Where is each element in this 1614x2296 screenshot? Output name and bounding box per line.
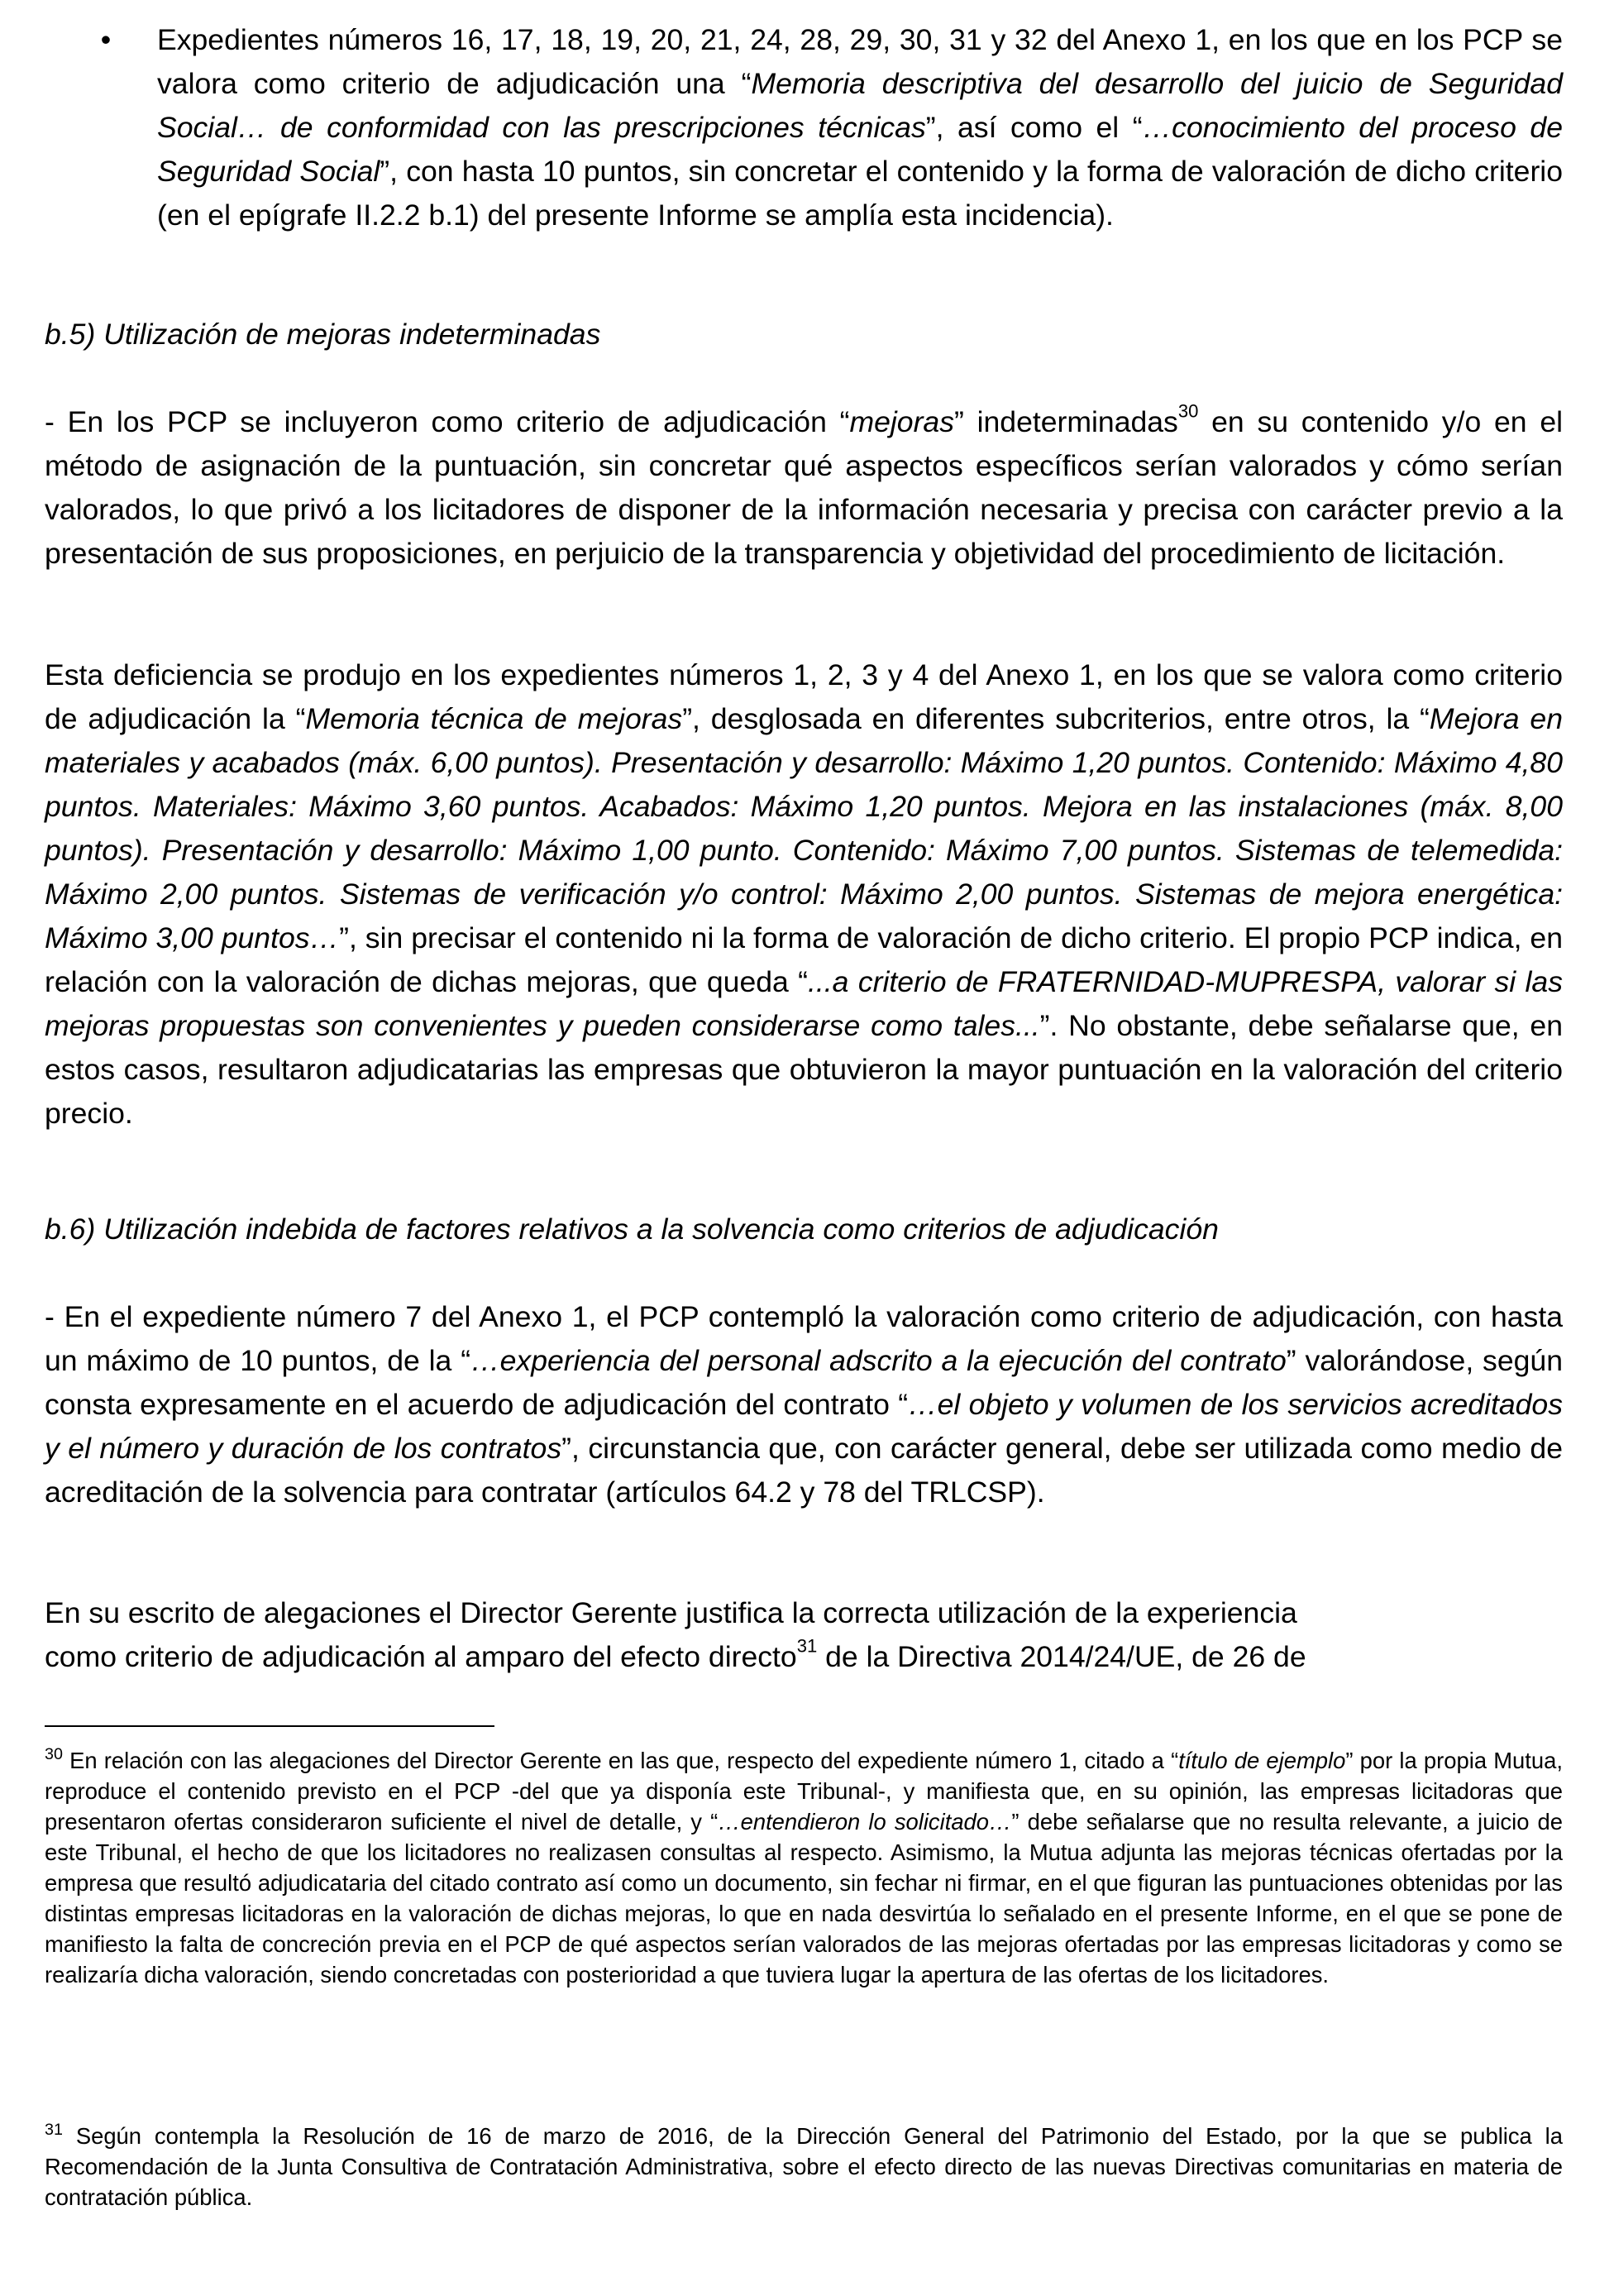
text-run: ”. No obstante, debe señalarse que, en estos casos, resultaron adjudicatarias las empresas que obtuvieron la mayor puntuación en la valoración del criterio precio.: [45, 1009, 1563, 1130]
text-line: En su escrito de alegaciones el Director Gerente justifica la correcta utilización de la experiencia: [45, 1596, 1297, 1629]
text-run: En relación con las alegaciones del Director Gerente en las que, respecto del expediente número 1, citado a “: [62, 1748, 1179, 1773]
text-run: Esta deficiencia se produjo en los expedientes números 1, 2, 3 y 4 del Anexo 1, en los que se valora como criterio de adjudicación la “: [45, 658, 1563, 735]
bullet-text-part: ”, con hasta 10 puntos, sin concretar el contenido y la forma de valoración de dicho criterio (en el epígrafe II.2.2 b.1) del presente Informe se amplía esta incidencia).: [157, 155, 1563, 232]
paragraph-b5-2: [45, 653, 1563, 1136]
text-run: ”, sin precisar el contenido ni la forma de valoración de dicho criterio. El propio PCP indica, en relación con la valoración de dichas mejoras, que queda “: [45, 921, 1563, 998]
bullet-quote-memoria: Memoria descriptiva del desarrollo del juicio de Seguridad Social… de conformidad con las prescripciones técnicas: [157, 67, 1563, 144]
footnote-30: [45, 1745, 1563, 1990]
text-run: ” indeterminadas: [954, 405, 1178, 438]
footnote-number: 31: [45, 2121, 63, 2140]
footnote-separator: [45, 1725, 494, 1727]
text-line: [45, 1635, 1563, 1679]
quote-mejoras: mejoras: [849, 405, 954, 438]
footnote-ref-30[interactable]: 30: [1177, 400, 1199, 422]
bullet-text-part: ”, así como el “: [925, 111, 1143, 144]
quote-memoria-tecnica: Memoria técnica de mejoras: [305, 702, 683, 735]
bullet-marker: •: [100, 23, 112, 56]
text-run: como criterio de adjudicación al amparo del efecto directo: [45, 1640, 797, 1673]
text-run: - En el expediente número 7 del Anexo 1, el PCP contempló la valoración como criterio de adjudicación, con hasta un máximo de 10 puntos, de la “: [45, 1300, 1563, 1377]
footnote-number: 30: [45, 1745, 63, 1764]
quote-subcriterios: Mejora en materiales y acabados (máx. 6,00 puntos). Presentación y desarrollo: Máximo 1,20 puntos. Contenido: Máximo 4,80 puntos. Materiales: Máximo 3,60 puntos. Acabados: Máximo 1,20 puntos. Mejora en las instalaciones (máx. 8,00 puntos). Presentación y desarrollo: Máximo 1,00 punto. Contenido: Máximo 7,00 puntos. Sistemas de telemedida: Máximo 2,00 puntos. Sistemas de verificación y/o control: Máximo 2,00 puntos. Sistemas de mejora energética: Máximo 3,00 puntos…: [45, 702, 1563, 954]
bullet-text-part: Expedientes números 16, 17, 18, 19, 20, 21, 24, 28, 29, 30, 31 y 32 del Anexo 1, en los que en los PCP se valora como criterio de adjudicación una “: [157, 23, 1563, 100]
bullet-quote-conocimiento: …conocimiento del proceso de Seguridad Social: [157, 111, 1563, 188]
heading-b5: b.5) Utilización de mejoras indeterminadas: [45, 318, 601, 351]
bullet-text: [157, 18, 1563, 237]
text-run: - En los PCP se incluyeron como criterio de adjudicación “: [45, 405, 850, 438]
text-run: ”, desglosada en diferentes subcriterios, entre otros, la “: [682, 702, 1430, 735]
footnote-ref-31[interactable]: 31: [796, 1635, 818, 1657]
text-run: ” debe señalarse que no resulta relevante, a juicio de este Tribunal, el hecho de que los licitadores no realizasen consultas al respecto. Asimismo, la Mutua adjunta las mejoras técnicas ofertadas por la empresa que resultó adjudicataria del citado contrato así como un documento, sin fechar ni firmar, en el que figuran las puntuaciones obtenidas por las distintas empresas licitadoras en la valoración de dichas mejoras, lo que en nada desvirtúa lo señalado en el presente Informe, en el que se pone de manifiesto la falta de concreción previa en el PCP de qué aspectos serían valorados de las mejoras ofertadas por las empresas licitadoras y como se realizaría dicha valoración, siendo concretadas con posterioridad a que tuviera lugar la apertura de las ofertas de los licitadores.: [45, 1809, 1563, 1987]
paragraph-b6-1: [45, 1295, 1563, 1514]
quote-entendieron: …entendieron lo solicitado…: [718, 1809, 1012, 1834]
text-run: de la Directiva 2014/24/UE, de 26 de: [817, 1640, 1306, 1673]
quote-titulo-ejemplo: título de ejemplo: [1178, 1748, 1346, 1773]
text-run: ” valorándose, según consta expresamente en el acuerdo de adjudicación del contrato “: [45, 1344, 1563, 1421]
heading-b6: b.6) Utilización indebida de factores relativos a la solvencia como criterios de adjudicación: [45, 1213, 1219, 1246]
text-run: ”, circunstancia que, con carácter general, debe ser utilizada como medio de acreditación de la solvencia para contratar (artículos 64.2 y 78 del TRLCSP).: [45, 1432, 1563, 1509]
text-run: Según contempla la Resolución de 16 de marzo de 2016, de la Dirección General del Patrimonio del Estado, por la que se publica la Recomendación de la Junta Consultiva de Contratación Administrativa, sobre el efecto directo de las nuevas Directivas comunitarias en materia de contratación pública.: [45, 2123, 1563, 2210]
paragraph-b6-2: [45, 1591, 1563, 1679]
quote-experiencia: …experiencia del personal adscrito a la ejecución del contrato: [470, 1344, 1287, 1377]
footnote-31: [45, 2121, 1563, 2212]
quote-objeto-volumen: …el objeto y volumen de los servicios acreditados y el número y duración de los contratos: [45, 1388, 1563, 1465]
quote-criterio-fraternidad: ...a criterio de FRATERNIDAD-MUPRESPA, valorar si las mejoras propuestas son convenientes y pueden considerarse como tales...: [45, 965, 1563, 1042]
text-run: en su contenido y/o en el método de asignación de la puntuación, sin concretar qué aspectos específicos serían valorados y cómo serían valorados, lo que privó a los licitadores de disponer de la información necesaria y precisa con carácter previo a la presentación de sus proposiciones, en perjuicio de la transparencia y objetividad del procedimiento de licitación.: [45, 405, 1564, 570]
paragraph-b5-1: [45, 400, 1563, 576]
text-run: ” por la propia Mutua, reproduce el contenido previsto en el PCP -del que ya disponía este Tribunal-, y manifiesta que, en su opinión, las empresas licitadoras que presentaron ofertas consideraron suficiente el nivel de detalle, y “: [45, 1748, 1563, 1834]
